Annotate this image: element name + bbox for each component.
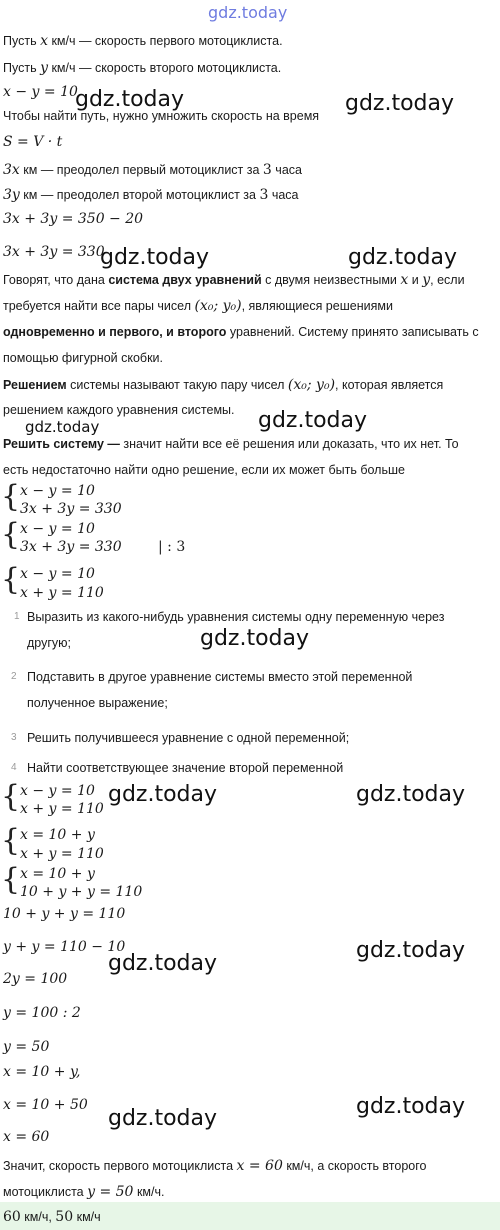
text-system-definition-2: требуется найти все пары чисел (x₀; y₀), являющиеся решениями [3,298,393,314]
system6-eq1: x = 10 + y [20,866,95,882]
text-solution-definition-1: Решением системы называют такую пару чисел (x₀; y₀), которая является [3,377,444,393]
text-system-definition-1: Говорят, что дана система двух уравнений с двумя неизвестными x и y, если [3,272,465,288]
watermark: gdz.today [356,1094,466,1119]
watermark-small: gdz.today [25,418,100,436]
system-brace: { [1,517,21,552]
text-second-distance: 3y км — преодолел второй мотоциклист за 3 часа [3,187,299,203]
system3-eq1: x − y = 10 [20,566,95,582]
text-line-speed-second: Пусть y км/ч — скорость второго мотоциклиста. [3,60,282,76]
step1-text-line2: другую; [27,636,72,650]
watermark-top: gdz.today [208,3,288,22]
equation-step: y = 100 : 2 [3,1005,81,1021]
equation-step: y + y = 110 − 10 [3,939,126,955]
system-brace: { [1,862,21,897]
text-path-rule: Чтобы найти путь, нужно умножить скорость на время [3,109,320,123]
text-solve-definition-1: Решить систему — значит найти все её решения или доказать, что их нет. То [3,437,459,451]
text-system-definition-4: помощью фигурной скобки. [3,351,164,365]
equation-x-minus-y: x − y = 10 [3,84,78,100]
equation-distance-330: 3x + 3y = 330 [3,244,105,260]
watermark: gdz.today [200,626,310,651]
equation-step: y = 50 [3,1039,50,1055]
text-solution-definition-2: решением каждого уравнения системы. [3,403,235,417]
watermark: gdz.today [75,87,185,112]
watermark: gdz.today [108,951,218,976]
step-number: 1 [14,611,20,622]
system3-eq2: x + y = 110 [20,585,104,601]
system-brace: { [1,562,21,597]
watermark: gdz.today [345,91,455,116]
equation-step: x = 10 + y, [3,1064,81,1080]
text-line-speed-first: Пусть x км/ч — скорость первого мотоциклиста. [3,33,283,49]
watermark: gdz.today [108,782,218,807]
system2-divide-note: | : 3 [158,539,186,555]
system-brace: { [1,479,21,514]
equation-step: 10 + y + y = 110 [3,906,126,922]
text-first-distance: 3x км — преодолел первый мотоциклист за 3 часа [3,162,302,178]
text-conclusion-2: мотоциклиста y = 50 км/ч. [3,1184,165,1200]
step2-text-line1: Подставить в другое уравнение системы вместо этой переменной [27,670,413,684]
text-system-definition-3: одновременно и первого, и второго уравнений. Систему принято записывать с [3,325,479,339]
watermark: gdz.today [108,1106,218,1131]
system1-eq1: x − y = 10 [20,483,95,499]
system5-eq1: x = 10 + y [20,827,95,843]
system5-eq2: x + y = 110 [20,846,104,862]
equation-distance-sum: 3x + 3y = 350 − 20 [3,211,144,227]
system-brace: { [1,823,21,858]
step-number: 3 [11,732,17,743]
equation-step: x = 60 [3,1129,50,1145]
system4-eq2: x + y = 110 [20,801,104,817]
system-brace: { [1,779,21,814]
system2-eq1: x − y = 10 [20,521,95,537]
step-number: 2 [11,671,17,682]
system2-eq2: 3x + 3y = 330 [20,539,122,555]
step1-text-line1: Выразить из какого-нибудь уравнения системы одну переменную через [27,610,445,624]
watermark: gdz.today [356,938,466,963]
text-conclusion-1: Значит, скорость первого мотоциклиста x = 60 км/ч, а скорость второго [3,1158,427,1174]
answer-text: 60 км/ч, 50 км/ч [3,1209,101,1225]
step2-text-line2: полученное выражение; [27,696,168,710]
watermark: gdz.today [258,408,368,433]
equation-step: 2y = 100 [3,971,68,987]
step-number: 4 [11,762,17,773]
watermark: gdz.today [100,245,210,270]
equation-step: x = 10 + 50 [3,1097,88,1113]
system1-eq2: 3x + 3y = 330 [20,501,122,517]
step4-text: Найти соответствующее значение второй переменной [27,761,344,775]
watermark: gdz.today [348,245,458,270]
watermark: gdz.today [356,782,466,807]
system4-eq1: x − y = 10 [20,783,95,799]
formula-svt: S = V · t [3,134,63,150]
text-solve-definition-2: есть недостаточно найти одно решение, если их может быть больше [3,463,405,477]
step3-text: Решить получившееся уравнение с одной переменной; [27,731,350,745]
system6-eq2: 10 + y + y = 110 [20,884,143,900]
